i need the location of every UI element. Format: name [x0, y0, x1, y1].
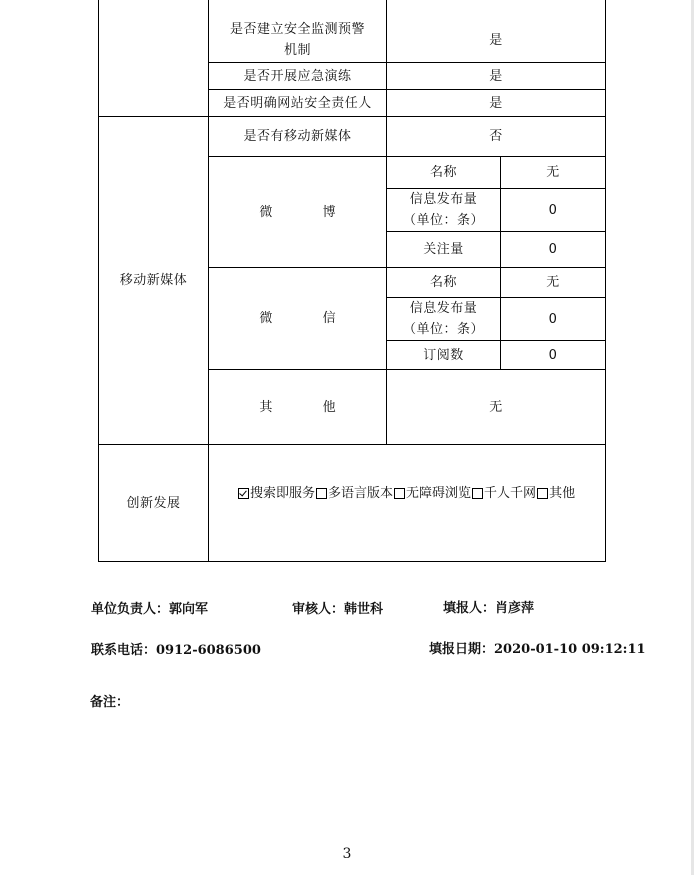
phone — [91, 639, 261, 658]
wechat-subscribers-value: 0 — [548, 347, 558, 363]
weibo-label: 微 博 — [259, 204, 350, 220]
weibo-posts-value: 0 — [548, 202, 558, 218]
notes-label: 备注： — [90, 695, 130, 710]
wechat-posts-value: 0 — [548, 311, 558, 327]
fill-date — [429, 638, 646, 657]
reviewer-label: 审核人： — [292, 602, 345, 617]
innovation-section-label: 创新发展 — [126, 495, 181, 511]
weibo-posts-label: 信息发布量 （单位：条） — [402, 192, 484, 228]
wechat-label: 微 信 — [259, 311, 350, 326]
weibo-name-value: 无 — [546, 165, 560, 180]
checkbox-other[interactable] — [537, 488, 548, 499]
option-label: 无障碍浏览 — [406, 486, 472, 501]
line-h — [98, 561, 606, 562]
unit-head-label: 单位负责人： — [91, 602, 170, 617]
option-label: 搜索即服务 — [250, 486, 316, 501]
filler-label: 填报人： — [443, 601, 496, 616]
weibo-followers-value: 0 — [548, 242, 558, 257]
option-label: 多语言版本 — [328, 486, 394, 501]
security-officer-value: 是 — [489, 95, 503, 111]
has-new-media-label: 是否有移动新媒体 — [243, 129, 352, 144]
monitoring-warning-label: 是否建立安全监测预警 机制 — [229, 22, 365, 58]
emergency-drill-value: 是 — [489, 68, 503, 84]
fill-date-label: 填报日期： — [429, 642, 495, 657]
wechat-subscribers-label: 订阅数 — [423, 347, 464, 363]
security-officer-label: 是否明确网站安全责任人 — [223, 95, 372, 111]
wechat-name-value: 无 — [546, 275, 560, 290]
phone-label: 联系电话： — [91, 643, 157, 658]
weibo-followers-label: 关注量 — [423, 242, 464, 257]
option-label: 千人千网 — [484, 486, 537, 501]
checkbox-multilingual[interactable] — [316, 488, 327, 499]
checkbox-personalized[interactable] — [472, 488, 483, 499]
report-table — [98, 0, 606, 562]
fill-date-value: 2020-01-10 09:12:11 — [494, 642, 646, 657]
unit-head-value: 郭向军 — [169, 602, 209, 617]
monitoring-warning-value: 是 — [489, 32, 503, 48]
filler-value: 肖彦萍 — [495, 601, 535, 616]
option-label: 其他 — [549, 486, 576, 501]
line-v — [605, 0, 606, 562]
has-new-media-value: 否 — [489, 129, 503, 144]
reviewer — [292, 598, 383, 617]
page-number: 3 — [342, 846, 352, 862]
other-media-label: 其 他 — [259, 399, 350, 415]
phone-value: 0912-6086500 — [156, 643, 261, 658]
emergency-drill-label: 是否开展应急演练 — [243, 68, 352, 84]
filler — [443, 597, 534, 616]
wechat-name-label: 名称 — [429, 275, 457, 290]
innovation-options — [209, 445, 605, 542]
unit-head — [91, 598, 208, 617]
reviewer-value: 韩世科 — [344, 602, 384, 617]
wechat-posts-label: 信息发布量 （单位：条） — [402, 301, 484, 337]
checkbox-search-service[interactable] — [238, 488, 249, 499]
weibo-name-label: 名称 — [429, 165, 457, 180]
other-media-value: 无 — [489, 399, 503, 415]
checkbox-accessibility[interactable] — [394, 488, 405, 499]
new-media-section-label: 移动新媒体 — [119, 273, 188, 288]
